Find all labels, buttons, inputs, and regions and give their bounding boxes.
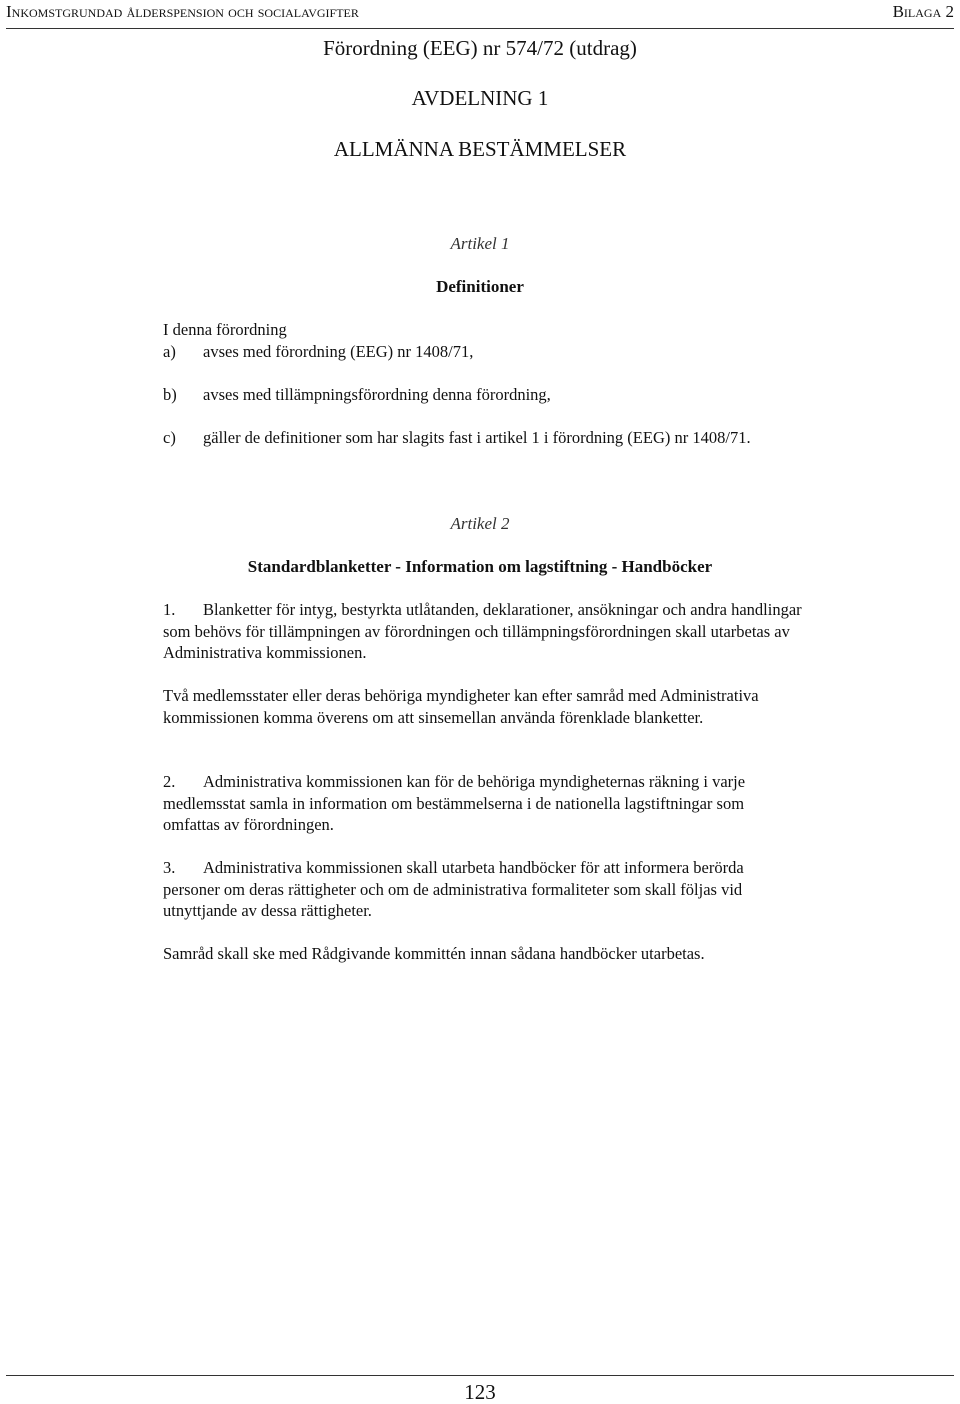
page-footer <box>6 1375 954 1402</box>
paragraph-1 <box>163 599 803 664</box>
paragraph-2 <box>163 771 803 836</box>
definition-marker: a) <box>163 342 176 361</box>
article-2-label: Artikel 2 <box>450 514 510 533</box>
division-title: ALLMÄNNA BESTÄMMELSER <box>333 137 627 161</box>
paragraph-1-second <box>163 685 803 728</box>
definition-text: avses med förordning (EEG) nr 1408/71, <box>203 342 474 361</box>
paragraph-text: Samråd skall ske med Rådgivande kommittén innan sådana handböcker utarbetas. <box>163 944 705 963</box>
paragraph-number: 2. <box>163 772 176 791</box>
article-1-heading: Definitioner <box>436 277 524 296</box>
division-heading: AVDELNING 1 <box>411 86 549 110</box>
paragraph-text: Administrativa kommissionen kan för de behöriga myndigheternas räkning i varje medlemsstat samla in information om bestämmelserna i de nationella lagstiftningar som omfattas av förordningen. <box>163 772 746 834</box>
article-2-heading: Standardblanketter - Information om lagstiftning - Handböcker <box>247 557 713 576</box>
paragraph-text: Två medlemsstater eller deras behöriga myndigheter kan efter samråd med Administrativa kommissionen komma överens om att sinsemellan använda förenklade blanketter. <box>163 686 759 727</box>
running-header-title: Inkomstgrundad ålderspension och socialavgifter <box>6 2 359 21</box>
paragraph-3 <box>163 857 803 922</box>
paragraph-3-second <box>163 943 803 965</box>
paragraph-number: 3. <box>163 858 176 877</box>
article-1-label: Artikel 1 <box>450 234 510 253</box>
paragraph-number: 1. <box>163 600 176 619</box>
definition-marker: c) <box>163 428 176 447</box>
definition-text: avses med tillämpningsförordning denna förordning, <box>203 385 551 404</box>
definition-marker: b) <box>163 385 177 404</box>
article-1-intro: I denna förordning <box>163 320 287 339</box>
paragraph-text: Blanketter för intyg, bestyrkta utlåtanden, deklarationer, ansökningar och andra handlingar som behövs för tillämpningen av förordningen och tillämpningsförordningen skall utarbetas av Administrativa kommissionen. <box>163 600 802 662</box>
page-number: 123 <box>464 1380 496 1404</box>
paragraph-text: Administrativa kommissionen skall utarbeta handböcker för att informera berörda personer om deras rättigheter och om de administrativa formaliteter som skall följas vid utnyttjande av dessa rättigheter. <box>163 858 744 920</box>
definition-text: gäller de definitioner som har slagits fast i artikel 1 i förordning (EEG) nr 1408/71. <box>203 428 751 447</box>
running-header <box>6 0 954 29</box>
appendix-label: Bilaga 2 <box>892 2 954 21</box>
document-title: Förordning (EEG) nr 574/72 (utdrag) <box>323 36 637 60</box>
